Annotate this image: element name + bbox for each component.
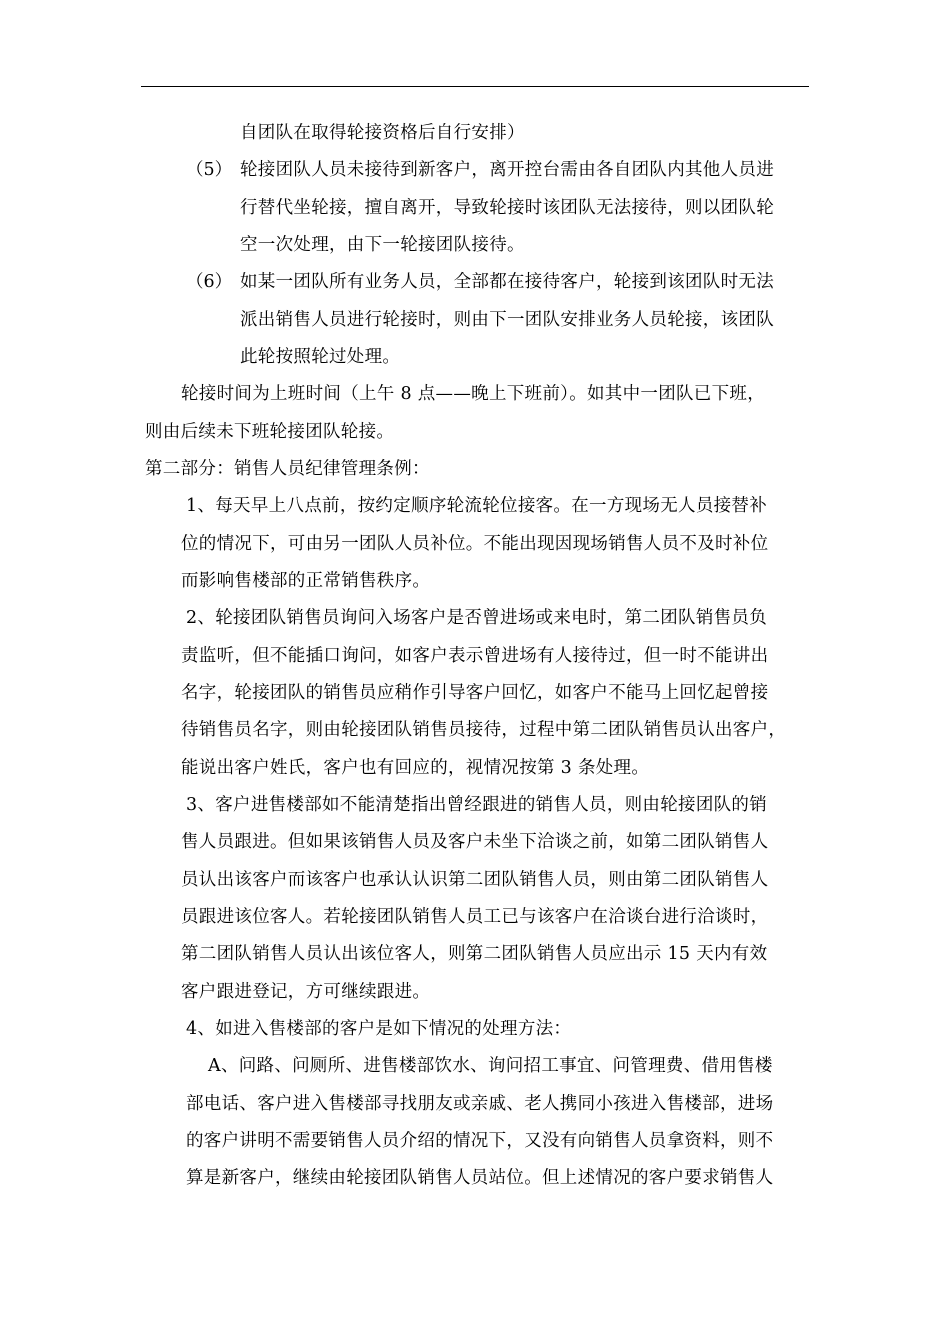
header-rule [141,86,809,87]
item-5-line: 行替代坐轮接，擅自离开，导致轮接时该团队无法接待，则以团队轮 [240,198,774,218]
rule-3-line: 售人员跟进。但如果该销售人员及客户未坐下洽谈之前，如第二团队销售人 [181,832,769,852]
time-paragraph-line: 则由后续未下班轮接团队轮接。 [145,422,395,442]
rule-a-line: 算是新客户，继续由轮接团队销售人员站位。但上述情况的客户要求销售人 [186,1168,774,1188]
part-2-heading: 第二部分：销售人员纪律管理条例： [145,459,430,479]
item-6-line: 此轮按照轮过处理。 [240,347,401,367]
rule-3-line: 3、客户进售楼部如不能清楚指出曾经跟进的销售人员，则由轮接团队的销 [186,795,768,815]
continuation-line: 自团队在取得轮接资格后自行安排） [240,123,525,143]
rule-2-line: 能说出客户姓氏，客户也有回应的，视情况按第 3 条处理。 [181,758,650,778]
item-6-line: 派出销售人员进行轮接时，则由下一团队安排业务人员轮接，该团队 [240,310,774,330]
item-5-line: 轮接团队人员未接待到新客户，离开控台需由各自团队内其他人员进 [240,160,774,180]
item-5-number: （5） [186,160,233,180]
rule-2-line: 名字，轮接团队的销售员应稍作引导客户回忆，如客户不能马上回忆起曾接 [181,683,769,703]
rule-2-line: 责监听，但不能插口询问，如客户表示曾进场有人接待过，但一时不能讲出 [181,646,769,666]
rule-2-line: 2、轮接团队销售员询问入场客户是否曾进场或来电时，第二团队销售员负 [186,608,768,628]
rule-3-line: 第二团队销售人员认出该位客人，则第二团队销售人员应出示 15 天内有效 [181,944,768,964]
rule-1-line: 1、每天早上八点前，按约定顺序轮流轮位接客。在一方现场无人员接替补 [186,496,768,516]
rule-a-line: 的客户讲明不需要销售人员介绍的情况下，又没有向销售人员拿资料，则不 [186,1131,774,1151]
rule-3-line: 员跟进该位客人。若轮接团队销售人员工已与该客户在洽谈台进行洽谈时， [181,907,769,927]
rule-4-heading: 4、如进入售楼部的客户是如下情况的处理方法： [186,1019,572,1039]
rule-1-line: 而影响售楼部的正常销售秩序。 [181,571,431,591]
item-5-line: 空一次处理，由下一轮接团队接待。 [240,235,525,255]
rule-3-line: 客户跟进登记，方可继续跟进。 [181,982,431,1002]
rule-3-line: 员认出该客户而该客户也承认认识第二团队销售人员，则由第二团队销售人 [181,870,769,890]
item-6-number: （6） [186,272,233,292]
rule-2-line: 待销售员名字，则由轮接团队销售员接待，过程中第二团队销售员认出客户， [181,720,787,740]
rule-a-line: A、问路、问厕所、进售楼部饮水、询问招工事宜、问管理费、借用售楼 [208,1056,773,1076]
item-6-line: 如某一团队所有业务人员，全部都在接待客户，轮接到该团队时无法 [240,272,774,292]
rule-1-line: 位的情况下，可由另一团队人员补位。不能出现因现场销售人员不及时补位 [181,534,769,554]
time-paragraph-line: 轮接时间为上班时间（上午 8 点——晚上下班前）。如其中一团队已下班， [181,384,766,404]
rule-a-line: 部电话、客户进入售楼部寻找朋友或亲戚、老人携同小孩进入售楼部，进场 [186,1094,774,1114]
